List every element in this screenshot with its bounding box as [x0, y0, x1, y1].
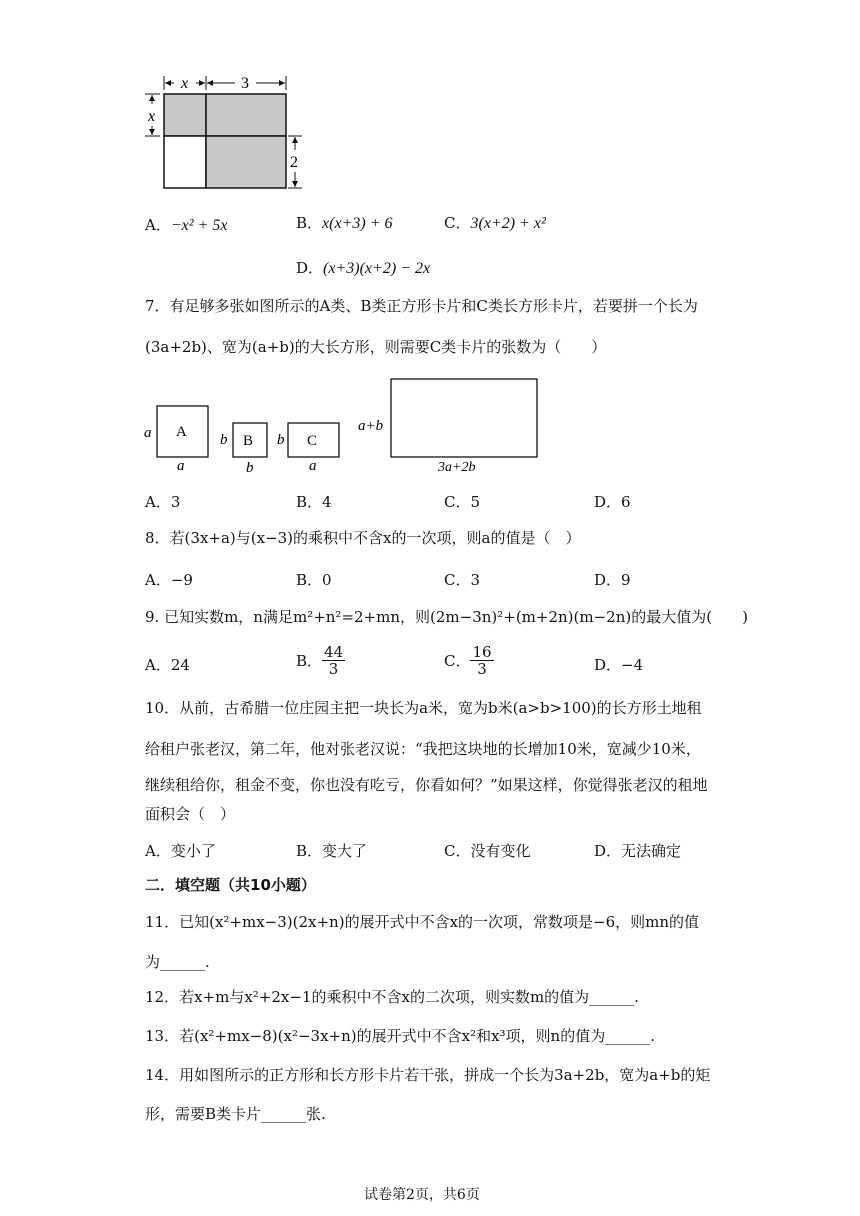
- q10-option-a: A．变小了: [145, 842, 216, 860]
- q9-option-c: C． $\frac{16}{3}$: [444, 643, 492, 678]
- q10-option-d: D．无法确定: [594, 842, 682, 860]
- q6-label-2: 2: [290, 154, 298, 171]
- q7-big-side: a+b: [358, 418, 384, 434]
- q10-option-c: C．没有变化: [444, 842, 531, 860]
- q8-option-c: C．3: [444, 571, 481, 589]
- q6-option-a-expr: −x² + 5x: [170, 217, 228, 234]
- q6-option-a: A．−x² + 5x: [145, 216, 228, 234]
- q9-option-d: D．−4: [594, 656, 644, 674]
- q8-text: 8．若(3x+a)与(x−3)的乘积中不含x的一次项，则a的值是（ ）: [145, 529, 581, 547]
- q7-b-bottom: b: [246, 460, 254, 476]
- q8-option-a: A．−9: [145, 571, 193, 589]
- q6-option-d-expr: (x+3)(x+2) − 2x: [323, 260, 431, 277]
- q7-line2: (3a+2b)、宽为(a+b)的大长方形，则需要C类卡片的张数为（ ）: [145, 338, 607, 356]
- q14-line1: 14．用如图所示的正方形和长方形卡片若干张，拼成一个长为3a+2b，宽为a+b的矩: [145, 1066, 711, 1084]
- q10-option-b: B．变大了: [296, 842, 368, 860]
- q7-option-c: C．5: [444, 493, 481, 511]
- q9-text: 9. 已知实数m，n满足m²+n²=2+mn，则(2m−3n)²+(m+2n)(m−2n)的最大值为( ): [145, 608, 748, 626]
- section-title-fill-in: 二．填空题（共10小题）: [145, 876, 316, 894]
- q8-option-b: B．0: [296, 571, 332, 589]
- q6-figure: [140, 72, 310, 194]
- page-footer: 试卷第2页，共6页: [364, 1187, 480, 1203]
- q10-line1: 10．从前，古希腊一位庄园主把一块长为a米，宽为b米(a>b>100)的长方形土地租: [145, 699, 702, 717]
- q7-c-label: C: [307, 433, 318, 449]
- q6-option-b-expr: x(x+3) + 6: [322, 215, 393, 232]
- q9-option-a: A．24: [145, 656, 190, 674]
- q10-line4: 面积会（ ）: [145, 805, 236, 823]
- q6-option-b: B．x(x+3) + 6: [296, 214, 393, 232]
- q9-option-b: B． $\frac{44}{3}$: [296, 643, 344, 678]
- q7-a-bottom: a: [177, 458, 185, 474]
- q10-line3: 继续租给你，租金不变，你也没有吃亏，你看如何？”如果这样，你觉得张老汉的租地: [145, 776, 708, 794]
- q6-label-x-left: x: [148, 108, 156, 125]
- q7-a-side: a: [144, 425, 152, 441]
- q12-text: 12．若x+m与x²+2x−1的乘积中不含x的二次项，则实数m的值为______.: [145, 988, 639, 1006]
- q7-a-label: A: [176, 424, 187, 440]
- q9-option-b-fraction: $\frac{44}{3}$: [324, 643, 344, 678]
- q7-c-side: b: [277, 432, 285, 448]
- q6-option-d: D．(x+3)(x+2) − 2x: [296, 259, 431, 277]
- q7-b-side: b: [220, 432, 228, 448]
- q8-option-d: D．9: [594, 571, 631, 589]
- q10-line2: 给租户张老汉，第二年，他对张老汉说：“我把这块地的长增加10米，宽减少10米，: [145, 740, 701, 758]
- q13-text: 13．若(x²+mx−8)(x²−3x+n)的展开式中不含x²和x³项，则n的值为______.: [145, 1027, 655, 1045]
- q11-line2: 为______.: [145, 953, 210, 971]
- q7-figure: [140, 372, 550, 478]
- q14-line2: 形，需要B类卡片______张.: [145, 1105, 326, 1123]
- q6-label-x-top: x: [181, 75, 189, 92]
- q7-option-a: A．3: [145, 493, 181, 511]
- q7-big-bottom: 3a+2b: [438, 460, 476, 475]
- q6-label-3: 3: [241, 75, 249, 92]
- q7-line1: 7．有足够多张如图所示的A类、B类正方形卡片和C类长方形卡片，若要拼一个长为: [145, 297, 698, 315]
- q7-option-d: D．6: [594, 493, 631, 511]
- q6-option-c: C．3(x+2) + x²: [444, 214, 546, 232]
- q11-line1: 11．已知(x²+mx−3)(2x+n)的展开式中不含x的一次项，常数项是−6，则mn的值: [145, 913, 700, 931]
- q6-option-c-expr: 3(x+2) + x²: [470, 215, 546, 232]
- q7-option-b: B．4: [296, 493, 332, 511]
- q7-c-bottom: a: [309, 458, 317, 474]
- q7-b-label: B: [243, 433, 254, 449]
- q9-option-c-fraction: $\frac{16}{3}$: [472, 643, 492, 678]
